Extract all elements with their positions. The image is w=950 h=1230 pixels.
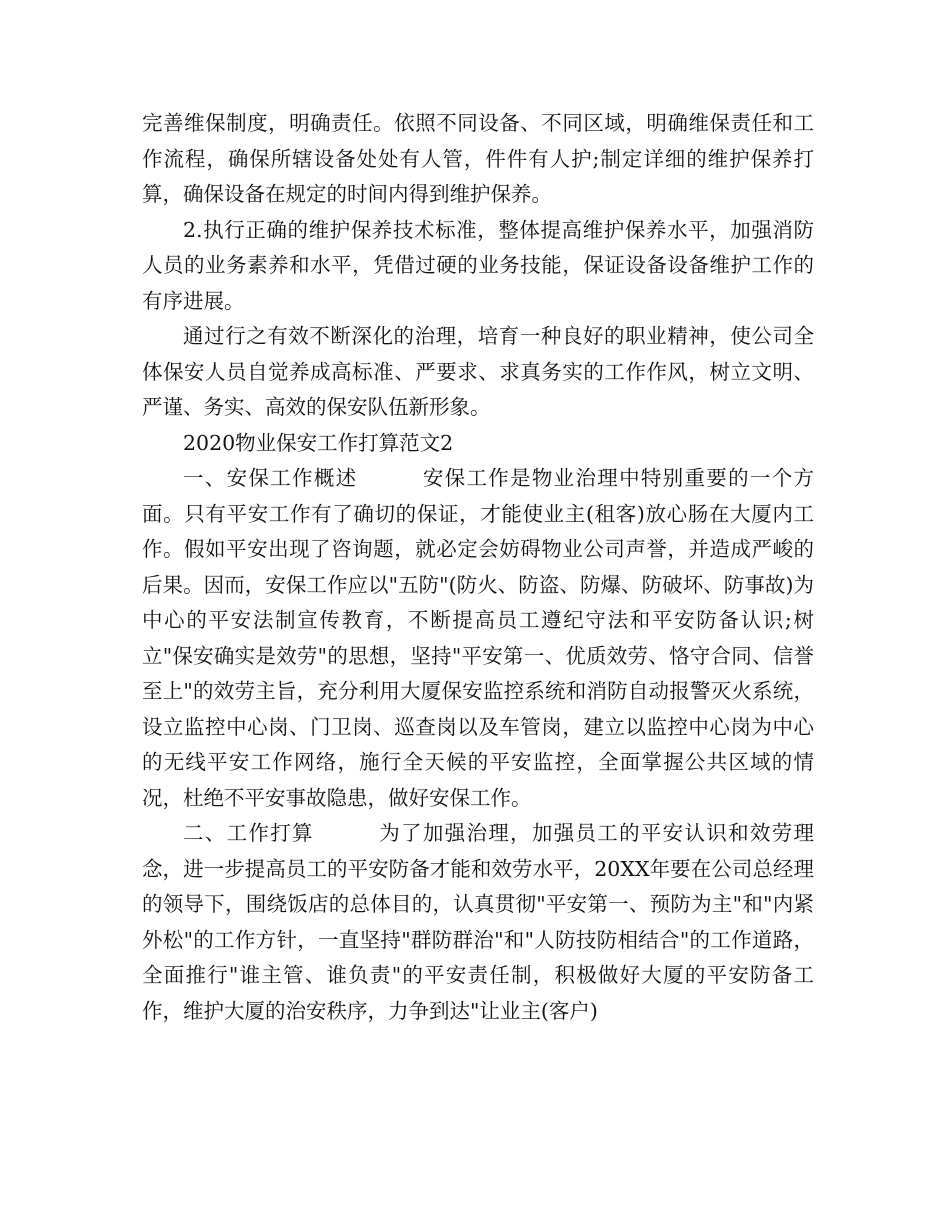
section-title: 2020物业保安工作打算范文2 — [183, 430, 454, 455]
paragraph-management-spirit: 通过行之有效不断深化的治理，培育一种良好的职业精神，使公司全体保安人员自觉养成高标准、严要求、求真务实的工作作风，树立文明、严谨、务实、高效的保安队伍新形象。 — [142, 324, 814, 419]
paragraph-maintenance-standards: 2.执行正确的维护保养技术标准，整体提高维护保养水平，加强消防人员的业务素养和水平，凭借过硬的业务技能，保证设备设备维护工作的有序进展。 — [142, 217, 814, 313]
paragraph-security-overview: 一、安保工作概述 安保工作是物业治理中特别重要的一个方面。只有平安工作有了确切的保证，才能使业主(租客)放心肠在大厦内工作。假如平安出现了咨询题，就必定会妨碍物业公司声誉，并造成严峻的后果。因而，安保工作应以"五防"(防火、防盗、防爆、防破坏、防事故)为中心的平安法制宣传教育，不断提高员工遵纪守法和平安防备认识;树立"保安确实是效劳"的思想，坚持"平安第一、优质效劳、恪守合同、信誉至上"的效劳主旨，充分利用大厦保安监控系统和消防自动报警灭火系统，设立监控中心岗、门卫岗、巡查岗以及车管岗，建立以监控中心岗为中心的无线平安工作网络，施行全天候的平安监控，全面掌握公共区域的情况，杜绝不平安事故隐患，做好安保工作。 — [142, 466, 814, 810]
paragraph-work-plan: 二、工作打算 为了加强治理，加强员工的平安认识和效劳理念，进一步提高员工的平安防备才能和效劳水平，20XX年要在公司总经理的领导下，围绕饭店的总体目的，认真贯彻"平安第一、预防为主"和"内紧外松"的工作方针，一直坚持"群防群治"和"人防技防相结合"的工作道路，全面推行"谁主管、谁负责"的平安责任制，积极做好大厦的平安防备工作，维护大厦的治安秩序，力争到达"让业主(客户) — [142, 821, 814, 1023]
paragraph-maintenance-system: 完善维保制度，明确责任。依照不同设备、不同区域，明确维保责任和工作流程，确保所辖设备处处有人管，件件有人护;制定详细的维护保养打算，确保设备在规定的时间内得到维护保养。 — [142, 111, 814, 206]
document-page — [142, 106, 814, 1029]
